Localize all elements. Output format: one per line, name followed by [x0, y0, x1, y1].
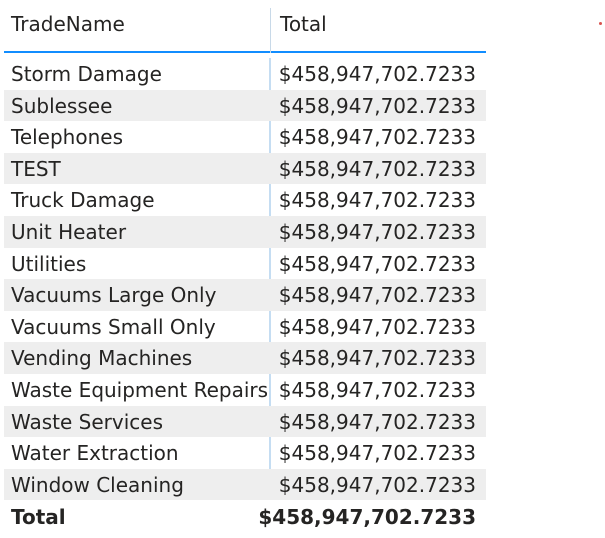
table-row[interactable]	[4, 153, 486, 185]
tradename-cell: TEST	[11, 156, 61, 181]
table-row[interactable]	[4, 311, 486, 343]
total-cell: $458,947,702.7233	[278, 283, 476, 308]
trade-totals-table	[4, 0, 486, 532]
header-column-divider	[270, 8, 271, 53]
total-cell: $458,947,702.7233	[278, 125, 476, 150]
total-value: $458,947,702.7233	[258, 505, 476, 530]
table-row[interactable]	[4, 342, 486, 374]
table-row[interactable]	[4, 216, 486, 248]
table-row[interactable]	[4, 121, 486, 153]
tradename-cell: Telephones	[11, 125, 123, 150]
tradename-cell: Vacuums Large Only	[11, 283, 217, 308]
table-header	[4, 0, 486, 53]
total-cell: $458,947,702.7233	[278, 188, 476, 213]
column-header-tradename[interactable]: TradeName	[11, 12, 125, 36]
total-cell: $458,947,702.7233	[278, 472, 476, 497]
total-cell: $458,947,702.7233	[278, 409, 476, 434]
table-row[interactable]	[4, 374, 486, 406]
total-cell: $458,947,702.7233	[278, 441, 476, 466]
tradename-cell: Vending Machines	[11, 346, 193, 371]
tradename-cell: Vacuums Small Only	[11, 314, 216, 339]
table-row[interactable]	[4, 184, 486, 216]
tradename-cell: Utilities	[11, 251, 87, 276]
total-cell: $458,947,702.7233	[278, 377, 476, 402]
total-cell: $458,947,702.7233	[278, 93, 476, 118]
table-row[interactable]	[4, 90, 486, 122]
total-cell: $458,947,702.7233	[278, 346, 476, 371]
column-header-total[interactable]: Total	[280, 12, 327, 36]
table-body	[4, 58, 486, 500]
table-total-row	[4, 501, 486, 532]
tradename-cell: Window Cleaning	[11, 472, 184, 497]
table-row[interactable]	[4, 406, 486, 438]
total-cell: $458,947,702.7233	[278, 62, 476, 86]
total-cell: $458,947,702.7233	[278, 314, 476, 339]
table-row[interactable]	[4, 279, 486, 311]
table-row[interactable]	[4, 248, 486, 280]
tradename-cell: Waste Services	[11, 409, 164, 434]
tradename-cell: Unit Heater	[11, 219, 127, 244]
indicator-dot	[599, 22, 602, 25]
tradename-cell: Storm Damage	[11, 62, 162, 86]
total-cell: $458,947,702.7233	[278, 219, 476, 244]
table-row[interactable]	[4, 58, 486, 90]
total-label: Total	[11, 505, 66, 530]
tradename-cell: Sublessee	[11, 93, 113, 118]
tradename-cell: Water Extraction	[11, 441, 179, 466]
table-row[interactable]	[4, 469, 486, 501]
tradename-cell: Truck Damage	[11, 188, 155, 213]
tradename-cell: Waste Equipment Repairs	[11, 377, 269, 402]
table-row[interactable]	[4, 437, 486, 469]
total-cell: $458,947,702.7233	[278, 156, 476, 181]
total-cell: $458,947,702.7233	[278, 251, 476, 276]
